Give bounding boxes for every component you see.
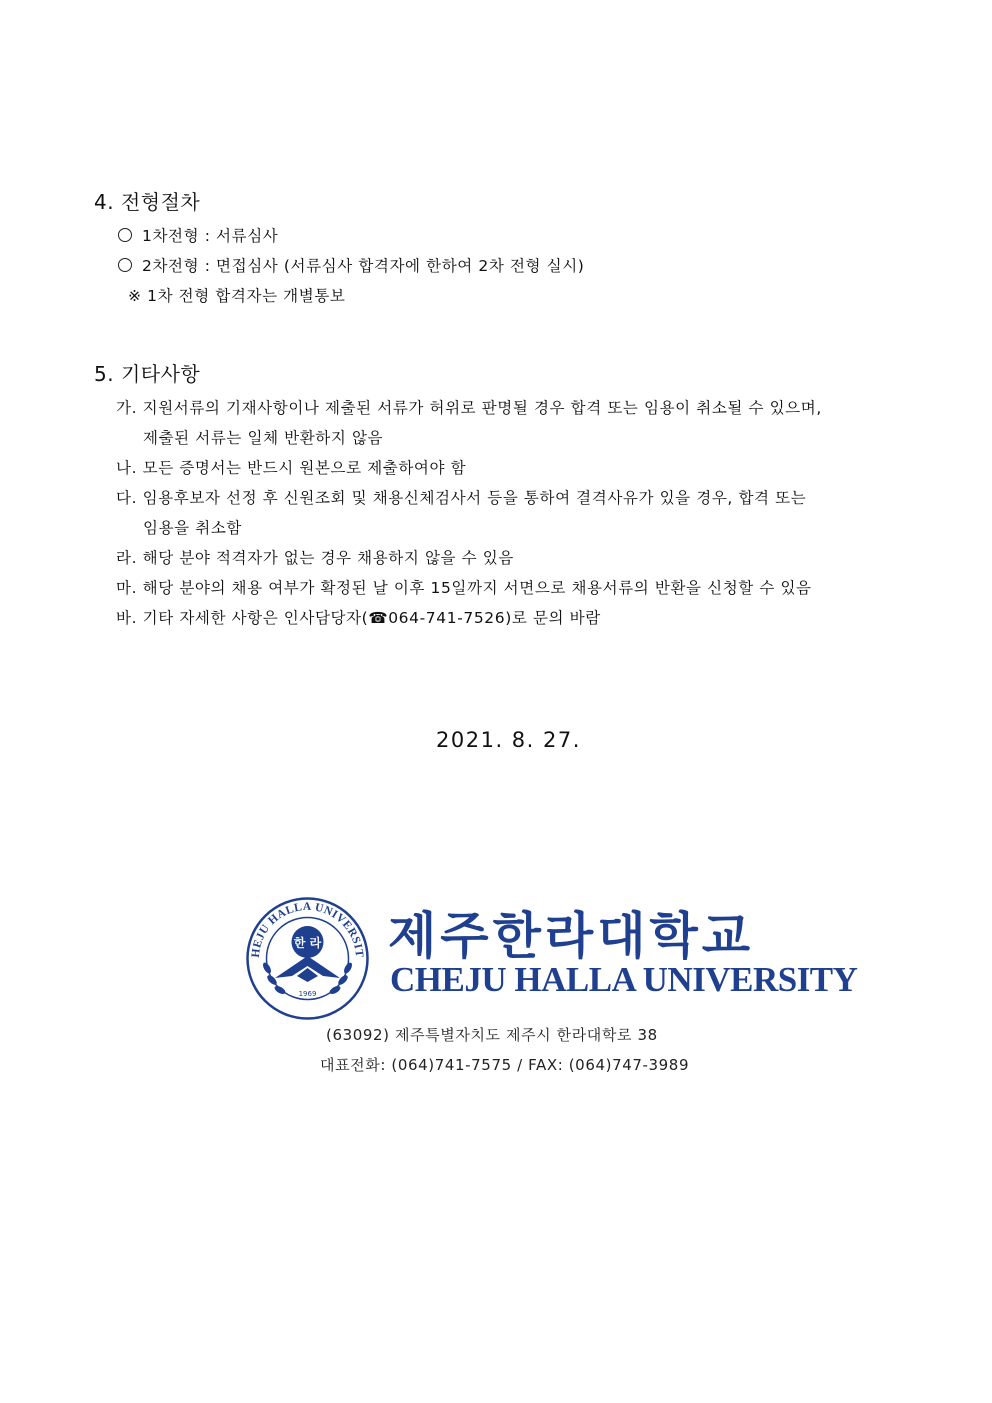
university-emblem: [245, 896, 370, 1021]
list-item: [116, 486, 806, 508]
document-date: 2021. 8. 27.: [436, 728, 581, 752]
circle-bullet-icon: [118, 228, 132, 242]
list-marker: 가.: [116, 399, 138, 417]
list-marker: 다.: [116, 489, 138, 507]
emblem-year: 1969: [298, 990, 317, 998]
list-item-text: 2차전형 : 면접심사 (서류심사 합격자에 한하여 2차 전형 실시): [142, 257, 585, 275]
university-emblem-svg: [245, 896, 370, 1021]
list-item-text: 모든 증명서는 반드시 원본으로 제출하여야 함: [142, 459, 467, 477]
university-name-korean: 제주한라대학교: [388, 907, 755, 965]
list-item-continuation: 임용을 취소함: [143, 519, 242, 537]
emblem-ring-text: HEJU HALLA UNIVERSIT: [249, 900, 366, 959]
list-item-text: 1차전형 : 서류심사: [142, 227, 279, 245]
list-item: [116, 456, 466, 478]
list-item: [116, 396, 822, 418]
list-marker: 라.: [116, 549, 138, 567]
section-4-title: 4. 전형절차: [94, 190, 201, 214]
list-marker: 바.: [116, 609, 138, 627]
address: (63092) 제주특별자치도 제주시 한라대학로 38: [326, 1026, 658, 1044]
list-item: [116, 606, 601, 628]
list-item: [118, 254, 584, 276]
list-item: [116, 576, 812, 598]
contact-info: 대표전화: (064)741-7575 / FAX: (064)747-3989: [320, 1056, 690, 1074]
list-item: [118, 224, 278, 246]
list-item-text: 해당 분야 적격자가 없는 경우 채용하지 않을 수 있음: [142, 549, 514, 567]
list-marker: 나.: [116, 459, 138, 477]
list-marker: 마.: [116, 579, 138, 597]
circle-bullet-icon: [118, 258, 132, 272]
list-item: [116, 546, 514, 568]
university-name-english: CHEJU HALLA UNIVERSITY: [390, 960, 858, 999]
list-item-continuation: 제출된 서류는 일체 반환하지 않음: [143, 429, 384, 447]
section-5-title: 5. 기타사항: [94, 362, 201, 386]
list-item-text: 지원서류의 기재사항이나 제출된 서류가 허위로 판명될 경우 합격 또는 임용이 취소될 수 있으며,: [142, 399, 822, 417]
list-item-text: 임용후보자 선정 후 신원조회 및 채용신체검사서 등을 통하여 결격사유가 있을 경우, 합격 또는: [142, 489, 807, 507]
note: ※ 1차 전형 합격자는 개별통보: [128, 287, 346, 305]
list-item-text: 기타 자세한 사항은 인사담당자(☎064-741-7526)로 문의 바람: [142, 609, 601, 627]
emblem-center-text: 한 라: [293, 936, 322, 950]
list-item-text: 해당 분야의 채용 여부가 확정된 날 이후 15일까지 서면으로 채용서류의 반환을 신청할 수 있음: [142, 579, 812, 597]
